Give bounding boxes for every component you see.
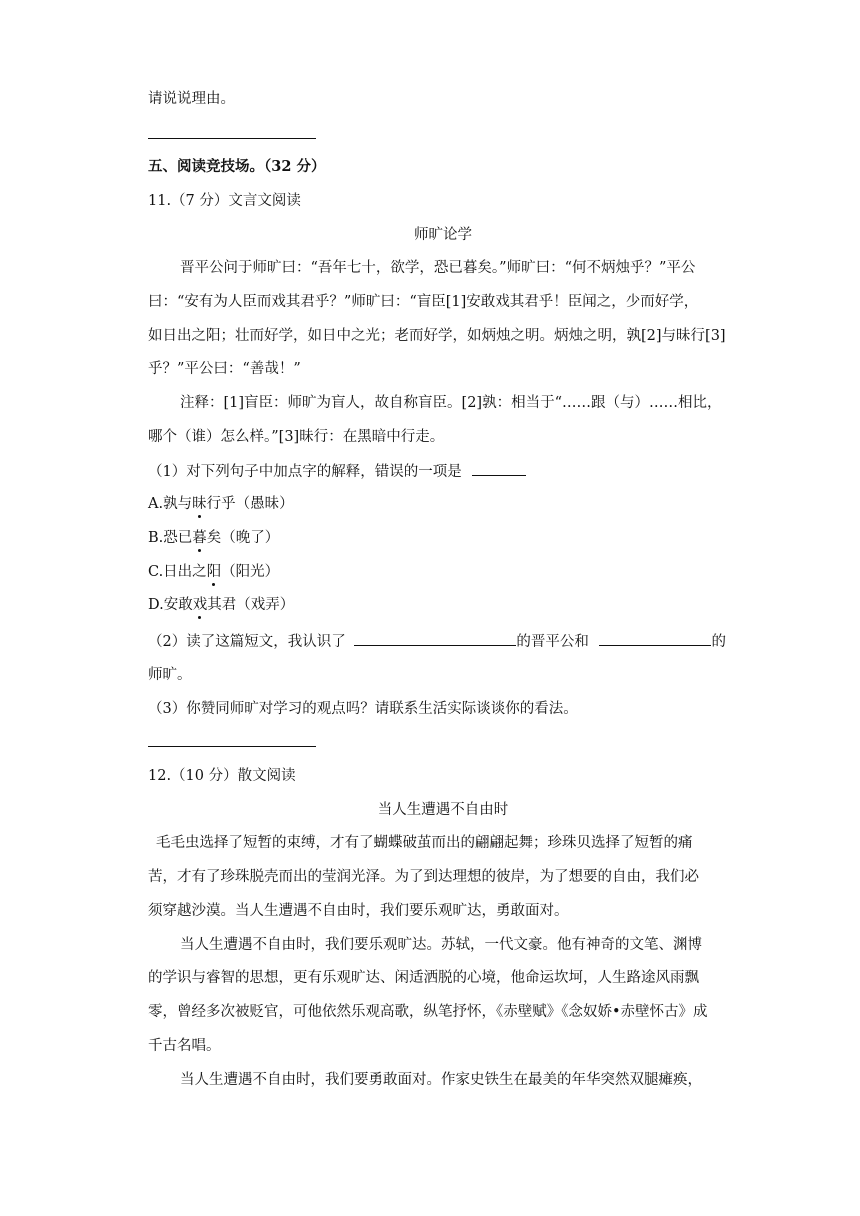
answer-line[interactable] [148,138,316,139]
essay-title: 当人生遭遇不自由时 [377,802,509,818]
essay-line: 须穿越沙漠。当人生遭遇不自由时，我们要乐观旷达，勇敢面对。 [148,903,569,919]
section-heading: 五、阅读竞技场。（32 分） [148,158,326,175]
option-b[interactable] [148,528,738,548]
dotted-char: 阳 [206,564,222,580]
sub-question-3: （3）你赞同师旷对学习的观点吗？请联系生活实际谈谈你的看法。 [148,701,578,717]
essay-line: 当人生遭遇不自由时，我们要乐观旷达。苏轼，一代文豪。他有神奇的文笔、渊博 [180,937,702,953]
option-text: 行乎（愚昧） [206,496,294,512]
essay-line: 当人生遭遇不自由时，我们要勇敢面对。作家史铁生在最美的年华突然双腿瘫痪， [180,1072,702,1088]
notes-line: 哪个（谁）怎么样。”[3]昧行：在黑暗中行走。 [148,429,445,445]
essay-line: 毛毛虫选择了短暂的束缚，才有了蝴蝶破茧而出的翩翩起舞；珍珠贝选择了短暂的痛 [156,835,693,851]
sub-question-2-text: 的 [711,634,726,650]
passage-line: 乎？”平公曰：“善哉！” [148,361,301,377]
answer-blank[interactable] [472,461,526,476]
dotted-char: 戏 [192,597,208,613]
sub-question-2-cont: 师旷。 [148,667,192,683]
passage-line: 如日出之阳；壮而好学，如日中之光；老而好学，如炳烛之明。炳烛之明，孰[2]与昧行[3] [148,328,726,344]
essay-line: 苦，才有了珍珠脱壳而出的莹润光泽。为了到达理想的彼岸，为了想要的自由，我们必 [148,869,699,885]
notes-line: 注释：[1]盲臣：师旷为盲人，故自称盲臣。[2]孰：相当于“……跟（与）……相比， [180,395,722,411]
option-text: 矣（晚了） [206,530,280,546]
essay-line: 零，曾经多次被贬官，可他依然乐观高歌，纵笔抒怀，《赤壁赋》《念奴娇•赤壁怀古》成 [148,1004,708,1020]
dotted-char: 暮 [192,530,207,546]
option-text: 其君（戏弄） [207,597,295,613]
answer-line[interactable] [148,746,316,747]
option-a[interactable] [148,494,738,514]
option-d[interactable] [148,595,738,615]
question-11-header: 11.（7 分）文言文阅读 [148,193,301,209]
sub-question-2-text: 的晋平公和 [516,634,589,650]
passage-line: 晋平公问于师旷曰：“吾年七十，欲学，恐已暮矣。”师旷曰：“何不炳烛乎？”平公 [180,260,696,276]
essay-line: 的学识与睿智的思想，更有乐观旷达、闲适洒脱的心境，他命运坎坷，人生路途风雨飘 [148,970,699,986]
dotted-char: 昧 [192,496,207,512]
option-text: C.日出之 [148,564,207,580]
answer-blank[interactable] [599,631,711,646]
option-text: D.安敢 [148,597,193,613]
essay-line: 千古名唱。 [148,1038,221,1054]
option-c[interactable] [148,562,738,582]
sub-question-2-text: （2）读了这篇短文，我认识了 [148,634,346,650]
passage-line: 曰：“安有为人臣而戏其君乎？”师旷曰：“盲臣[1]安敢戏其君乎！臣闻之，少而好学， [148,294,699,310]
sub-question-2 [148,631,738,652]
sub-question-1-stem: （1）对下列句子中加点字的解释，错误的一项是 [148,464,462,480]
option-text: A.孰与 [148,496,193,512]
prev-question-tail: 请说说理由。 [148,91,235,107]
passage-title: 师旷论学 [414,227,472,243]
question-12-header: 12.（10 分）散文阅读 [148,768,296,784]
sub-question-1 [148,461,738,482]
option-text: B.恐已 [148,530,193,546]
answer-blank[interactable] [354,631,516,646]
option-text: （阳光） [221,564,280,580]
